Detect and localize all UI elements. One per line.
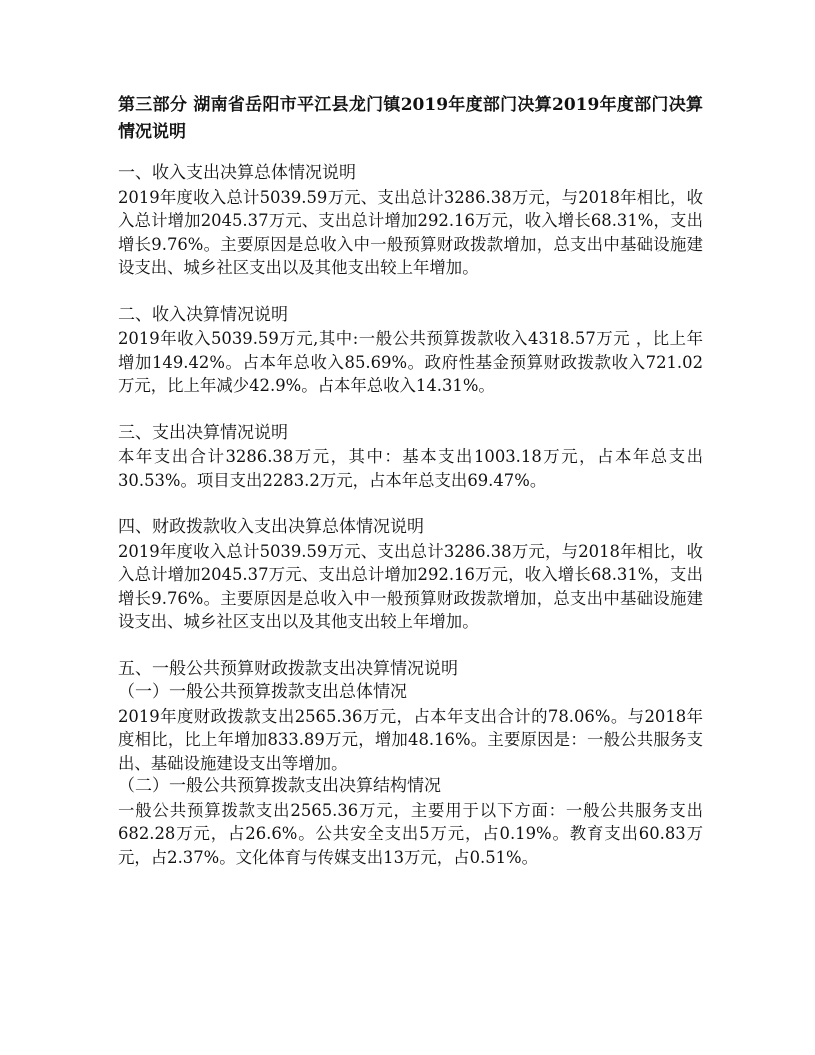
subsection-paragraph: 2019年度财政拨款支出2565.36万元，占本年支出合计的78.06%。与2018年度相比，比上年增加833.89万元，增加48.16%。主要原因是：一般公共服务支出、基础设施建设支出等增加。 <box>118 706 703 773</box>
section-paragraph: 2019年收入5039.59万元,其中:一般公共预算拨款收入4318.57万元 ，比上年增加149.42%。占本年总收入85.69%。政府性基金预算财政拨款收入721.02万元，比上年减少42.9%。占本年总收入14.31%。 <box>118 329 703 395</box>
document-title: 第三部分 湖南省岳阳市平江县龙门镇2019年度部门决算2019年度部门决算情况说明 <box>118 95 703 142</box>
section-paragraph: 本年支出合计3286.38万元，其中：基本支出1003.18万元，占本年总支出30.53%。项目支出2283.2万元，占本年总支出69.47%。 <box>118 447 703 490</box>
subsection-heading: （二）一般公共预算拨款支出决算结构情况 <box>118 776 441 796</box>
section-heading: 四、财政拨款收入支出决算总体情况说明 <box>118 517 424 537</box>
section-fiscal-appropriation-overview <box>118 516 703 634</box>
section-heading: 五、一般公共预算财政拨款支出决算情况说明 <box>118 658 458 679</box>
section-paragraph: 2019年度收入总计5039.59万元、支出总计3286.38万元，与2018年相比，收入总计增加2045.37万元、支出总计增加292.16万元，收入增长68.31%，支出增长9.76%。主要原因是总收入中一般预算财政拨款增加，总支出中基础设施建设支出、城乡社区支出以及其他支出较上年增加。 <box>118 187 703 277</box>
section-heading: 三、支出决算情况说明 <box>118 422 288 443</box>
section-heading: 二、收入决算情况说明 <box>118 304 288 325</box>
section-expenditure <box>118 422 703 493</box>
subsection-heading: （一）一般公共预算拨款支出总体情况 <box>118 682 407 702</box>
section-paragraph: 2019年度收入总计5039.59万元、支出总计3286.38万元，与2018年相比，收入总计增加2045.37万元、支出总计增加292.16万元，收入增长68.31%，支出增长9.76%。主要原因是总收入中一般预算财政拨款增加，总支出中基础设施建设支出、城乡社区支出以及其他支出较上年增加。 <box>118 541 703 631</box>
section-general-budget-expenditure <box>118 658 703 870</box>
subsection-paragraph: 一般公共预算拨款支出2565.36万元，主要用于以下方面：一般公共服务支出682.28万元，占26.6%。公共安全支出5万元，占0.19%。教育支出60.83万元，占2.37%。文化体育与传媒支出13万元，占0.51%。 <box>118 800 703 867</box>
document-page <box>118 92 703 869</box>
section-income-expense-overview <box>118 162 703 280</box>
section-income <box>118 304 703 398</box>
section-heading: 一、收入支出决算总体情况说明 <box>118 163 356 183</box>
